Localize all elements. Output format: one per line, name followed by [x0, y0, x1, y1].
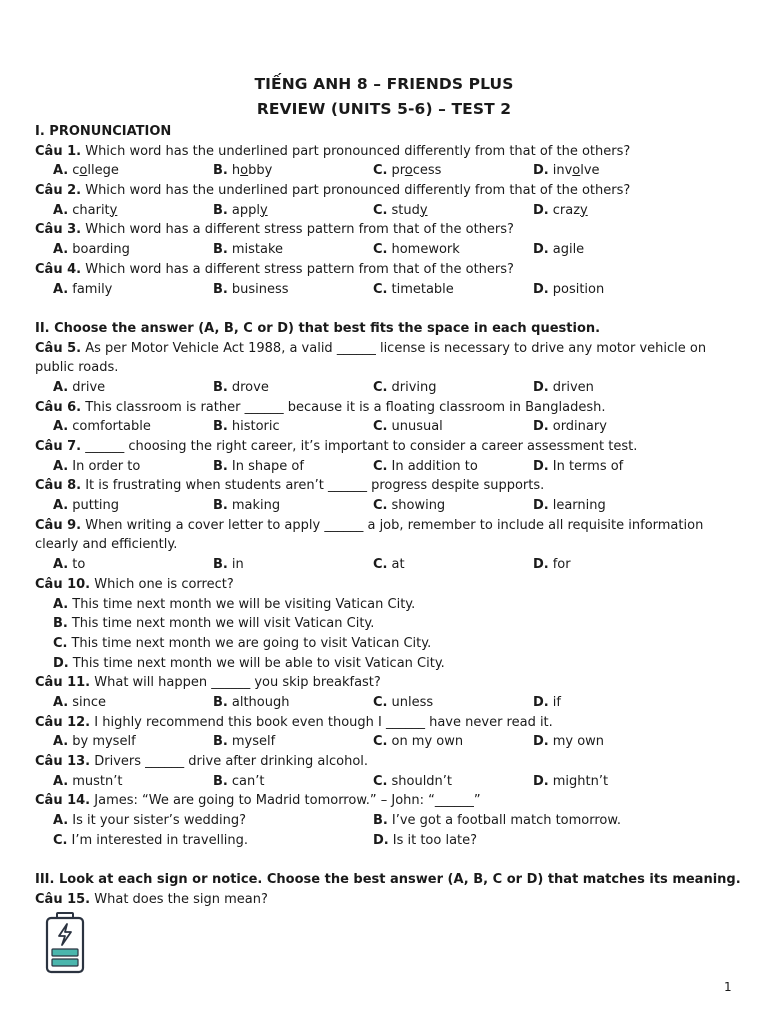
test-content: [35, 122, 741, 910]
option-b[interactable]: B. mistake: [213, 242, 284, 258]
option-c[interactable]: C. This time next month we are going to visit Vatican City.: [53, 635, 432, 651]
question-7: Câu 7. ______ choosing the right career, it’s important to consider a career assessment test.: [35, 439, 638, 455]
option-c[interactable]: C. on my own: [373, 734, 464, 750]
option-c[interactable]: C. shouldn’t: [373, 773, 453, 789]
question-12: Câu 12. I highly recommend this book even though I ______ have never read it.: [35, 714, 553, 730]
option-d[interactable]: D. crazy: [533, 202, 588, 218]
question-5: Câu 5. As per Motor Vehicle Act 1988, a valid ______ license is necessary to drive any motor vehicle on public roads.: [35, 340, 707, 376]
options-q8: [35, 496, 735, 516]
option-c[interactable]: C. showing: [373, 498, 446, 514]
section-heading-pronunciation: I. PRONUNCIATION: [35, 124, 172, 139]
option-d[interactable]: D. learning: [533, 498, 606, 514]
option-d[interactable]: D. agile: [533, 242, 585, 258]
battery-level-bar: [52, 949, 78, 956]
page-number: 1: [724, 980, 732, 994]
option-a[interactable]: A. charity: [53, 202, 118, 218]
options-q13: [35, 772, 735, 792]
question-9: Câu 9. When writing a cover letter to apply ______ a job, remember to include all requisite information clearly and efficiently.: [35, 517, 704, 553]
options-q2: [35, 201, 735, 221]
option-b[interactable]: B. can’t: [213, 773, 265, 789]
option-c[interactable]: C. timetable: [373, 281, 454, 297]
question-2: Câu 2. Which word has the underlined part pronounced differently from that of the others?: [35, 183, 631, 199]
option-b[interactable]: B. historic: [213, 419, 280, 435]
options-q9: [35, 555, 735, 575]
question-3: Câu 3. Which word has a different stress pattern from that of the others?: [35, 222, 514, 238]
option-d[interactable]: D. mightn’t: [533, 773, 609, 789]
option-a[interactable]: A. by myself: [53, 734, 136, 750]
option-b[interactable]: B. apply: [213, 202, 268, 218]
options-q6: [35, 417, 735, 437]
battery-charging-icon: [44, 912, 86, 974]
question-13: Câu 13. Drivers ______ drive after drinking alcohol.: [35, 754, 369, 770]
option-d[interactable]: D. Is it too late?: [373, 832, 478, 848]
option-a[interactable]: A. This time next month we will be visiting Vatican City.: [53, 596, 416, 612]
option-d[interactable]: D. position: [533, 281, 605, 297]
options-q3: [35, 240, 735, 260]
option-b[interactable]: B. making: [213, 498, 281, 514]
options-q5: [35, 378, 735, 398]
options-q12: [35, 732, 735, 752]
option-d[interactable]: D. involve: [533, 163, 600, 179]
option-d[interactable]: D. if: [533, 695, 561, 710]
options-q11: [35, 693, 735, 713]
option-c[interactable]: C. study: [373, 202, 428, 218]
question-15: Câu 15. What does the sign mean?: [35, 891, 268, 907]
question-10: Câu 10. Which one is correct?: [35, 576, 234, 592]
option-a[interactable]: A. family: [53, 281, 113, 297]
options-q14-row2: [35, 831, 735, 851]
option-a[interactable]: A. putting: [53, 498, 120, 514]
option-b[interactable]: B. In shape of: [213, 458, 304, 474]
option-b[interactable]: B. I’ve got a football match tomorrow.: [373, 813, 621, 829]
option-c[interactable]: C. unusual: [373, 419, 443, 435]
spacer: [35, 851, 735, 871]
option-c[interactable]: C. unless: [373, 695, 434, 710]
option-a[interactable]: A. In order to: [53, 458, 141, 474]
option-c[interactable]: C. process: [373, 163, 442, 179]
section-heading-choose-answer: II. Choose the answer (A, B, C or D) that best fits the space in each question.: [35, 320, 601, 336]
option-a[interactable]: A. drive: [53, 379, 106, 395]
option-d[interactable]: D. my own: [533, 734, 605, 750]
option-d[interactable]: D. This time next month we will be able to visit Vatican City.: [53, 655, 445, 671]
question-1: [35, 142, 735, 162]
option-b[interactable]: B. although: [213, 695, 290, 710]
question-text: Which word has the underlined part pronounced differently from that of the others?: [85, 143, 631, 159]
option-b[interactable]: B. business: [213, 281, 289, 297]
option-b[interactable]: B. This time next month we will visit Vatican City.: [53, 616, 375, 632]
question-4: Câu 4. Which word has a different stress pattern from that of the others?: [35, 261, 514, 277]
option-d[interactable]: D. ordinary: [533, 419, 607, 435]
option-a[interactable]: A. comfortable: [53, 419, 151, 435]
option-a[interactable]: A. college: [53, 163, 119, 179]
option-c[interactable]: C. In addition to: [373, 458, 478, 474]
option-b[interactable]: B. drove: [213, 379, 269, 395]
option-a[interactable]: A. mustn’t: [53, 773, 123, 789]
question-14: Câu 14. James: “We are going to Madrid tomorrow.” – John: “______”: [35, 793, 481, 809]
option-a[interactable]: A. boarding: [53, 242, 130, 258]
option-d[interactable]: D. driven: [533, 379, 594, 395]
options-q7: [35, 457, 735, 477]
option-a[interactable]: A. Is it your sister’s wedding?: [53, 813, 246, 829]
option-b[interactable]: B. myself: [213, 734, 276, 750]
question-label: Câu 1.: [35, 143, 82, 159]
option-d[interactable]: D. for: [533, 557, 571, 573]
spacer: [35, 299, 735, 319]
options-q4: [35, 280, 735, 300]
option-b[interactable]: B. hobby: [213, 163, 273, 179]
option-a[interactable]: A. to: [53, 557, 86, 573]
option-d[interactable]: D. In terms of: [533, 458, 624, 474]
question-6: Câu 6. This classroom is rather ______ because it is a floating classroom in Bangladesh.: [35, 399, 606, 415]
option-c[interactable]: C. I’m interested in travelling.: [53, 832, 249, 848]
document-title: TIẾNG ANH 8 – FRIENDS PLUS: [254, 75, 514, 93]
battery-level-bar: [52, 959, 78, 966]
option-a[interactable]: A. since: [53, 695, 107, 710]
document-subtitle: REVIEW (UNITS 5-6) – TEST 2: [256, 100, 512, 118]
question-8: Câu 8. It is frustrating when students aren’t ______ progress despite supports.: [35, 478, 545, 494]
option-c[interactable]: C. driving: [373, 379, 437, 395]
option-c[interactable]: C. homework: [373, 242, 460, 258]
options-q1: [35, 161, 735, 181]
question-11: Câu 11. What will happen ______ you skip breakfast?: [35, 675, 381, 691]
options-q14-row1: [35, 811, 735, 831]
option-b[interactable]: B. in: [213, 557, 244, 573]
option-c[interactable]: C. at: [373, 557, 405, 573]
section-heading-signs: III. Look at each sign or notice. Choose the best answer (A, B, C or D) that matches its meaning.: [35, 872, 741, 888]
